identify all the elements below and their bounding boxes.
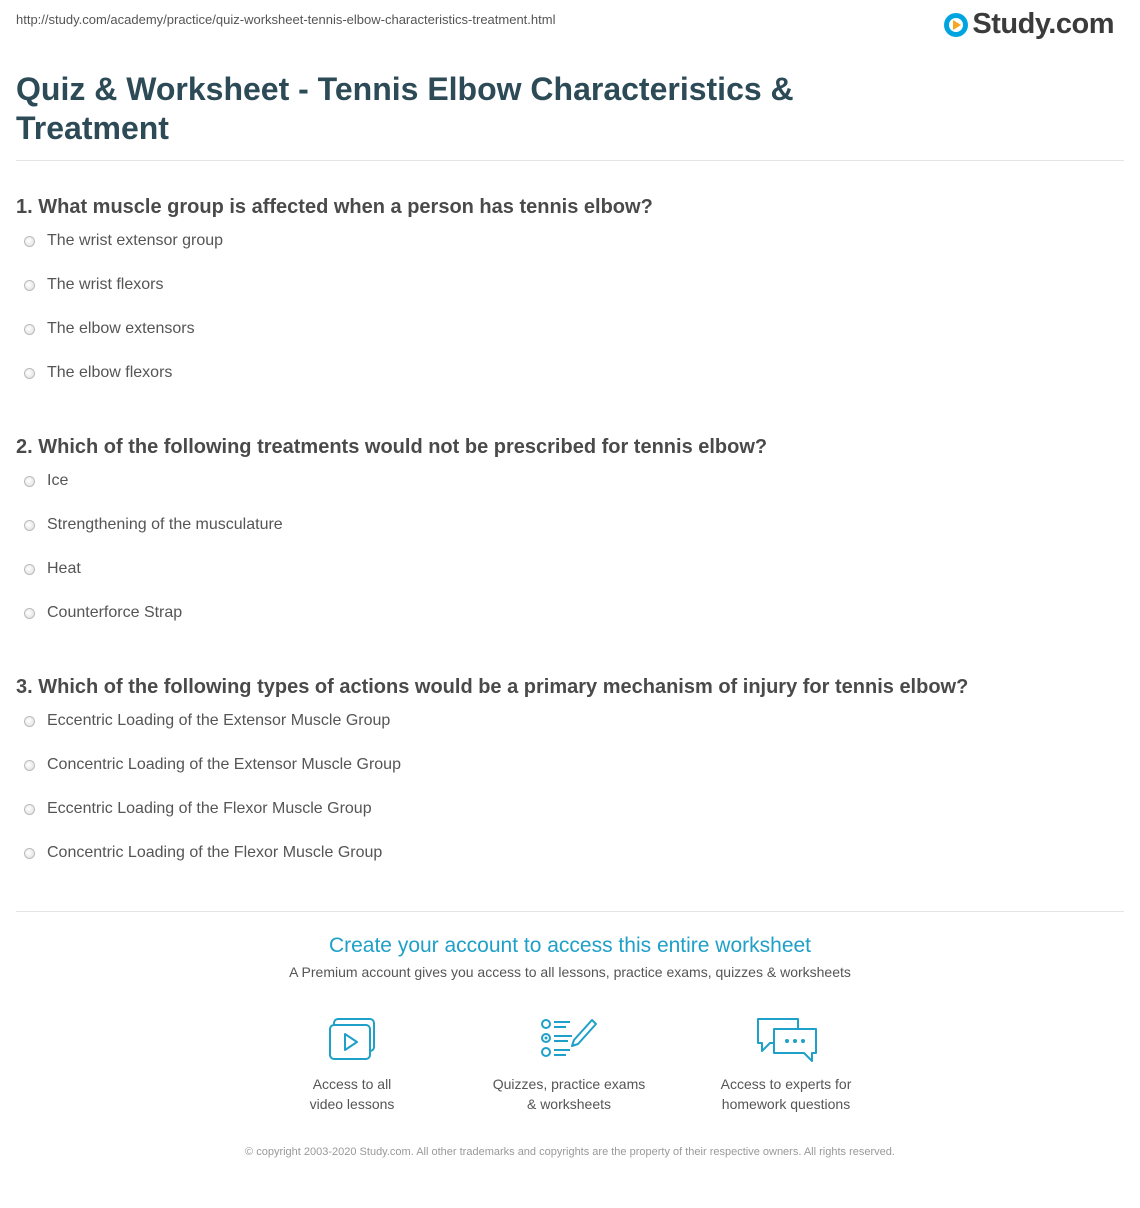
question-title: 3. Which of the following types of actions would be a primary mechanism of injury for tennis elbow? [16,676,969,698]
play-logo-icon [944,13,968,37]
answer-choice[interactable] [16,699,1124,743]
feature-experts [676,1016,896,1114]
divider [16,160,1124,161]
choice-label: The wrist flexors [47,276,164,293]
answer-choice[interactable] [16,503,1124,547]
choice-label: Ice [47,472,69,489]
answer-choice[interactable] [16,591,1124,635]
feature-label-line2: video lessons [309,1096,395,1112]
feature-video-lessons [242,1016,462,1114]
radio-button[interactable] [24,848,35,859]
answer-choice[interactable] [16,547,1124,591]
radio-button[interactable] [24,804,35,815]
choice-label: Strengthening of the musculature [47,516,283,533]
choice-label: Eccentric Loading of the Extensor Muscle Group [47,712,391,729]
choice-label: Counterforce Strap [47,604,183,621]
radio-button[interactable] [24,476,35,487]
choice-label: The elbow extensors [47,320,195,337]
choice-label: Concentric Loading of the Flexor Muscle Group [47,844,383,861]
video-lessons-icon [326,1016,378,1062]
answer-choice[interactable] [16,263,1124,307]
radio-button[interactable] [24,368,35,379]
question-3 [16,675,1124,875]
answer-choice[interactable] [16,459,1124,503]
answer-choice[interactable] [16,307,1124,351]
choice-label: Concentric Loading of the Extensor Muscle Group [47,756,401,773]
question-2 [16,435,1124,635]
radio-button[interactable] [24,520,35,531]
feature-label-line1: Quizzes, practice exams [492,1076,646,1092]
radio-button[interactable] [24,608,35,619]
quiz-checklist-icon [540,1016,598,1062]
answer-choice[interactable] [16,743,1124,787]
copyright-footer: © copyright 2003-2020 Study.com. All other trademarks and copyrights are the property of their respective owners. All rights reserved. [245,1146,895,1158]
radio-button[interactable] [24,236,35,247]
choice-label: The elbow flexors [47,364,173,381]
radio-button[interactable] [24,716,35,727]
divider [16,911,1124,912]
choice-label: The wrist extensor group [47,232,224,249]
answer-choice[interactable] [16,787,1124,831]
question-title: 2. Which of the following treatments would not be prescribed for tennis elbow? [16,436,768,458]
cta-subtitle: A Premium account gives you access to all lessons, practice exams, quizzes & worksheets [289,964,851,980]
radio-button[interactable] [24,324,35,335]
chat-bubbles-icon [754,1016,818,1062]
feature-label-line2: & worksheets [526,1096,612,1112]
feature-label-line1: Access to all [312,1076,392,1092]
choice-label: Eccentric Loading of the Flexor Muscle Group [47,800,372,817]
cta-link[interactable]: Create your account to access this entire worksheet [328,934,812,957]
choice-label: Heat [47,560,81,577]
feature-label-line1: Access to experts for [720,1076,852,1092]
feature-quizzes [459,1016,679,1114]
radio-button[interactable] [24,564,35,575]
feature-label-line2: homework questions [721,1096,851,1112]
signup-cta [0,934,1140,980]
page-title: Quiz & Worksheet - Tennis Elbow Characteristics & Treatment [16,71,794,146]
radio-button[interactable] [24,760,35,771]
question-1 [16,195,1124,395]
page-url: http://study.com/academy/practice/quiz-worksheet-tennis-elbow-characteristics-treatment.html [16,12,556,27]
answer-choice[interactable] [16,219,1124,263]
question-title: 1. What muscle group is affected when a person has tennis elbow? [16,196,653,218]
answer-choice[interactable] [16,351,1124,395]
answer-choice[interactable] [16,831,1124,875]
logo-text: Study.com [972,8,1114,40]
radio-button[interactable] [24,280,35,291]
study-logo[interactable] [944,8,1114,41]
